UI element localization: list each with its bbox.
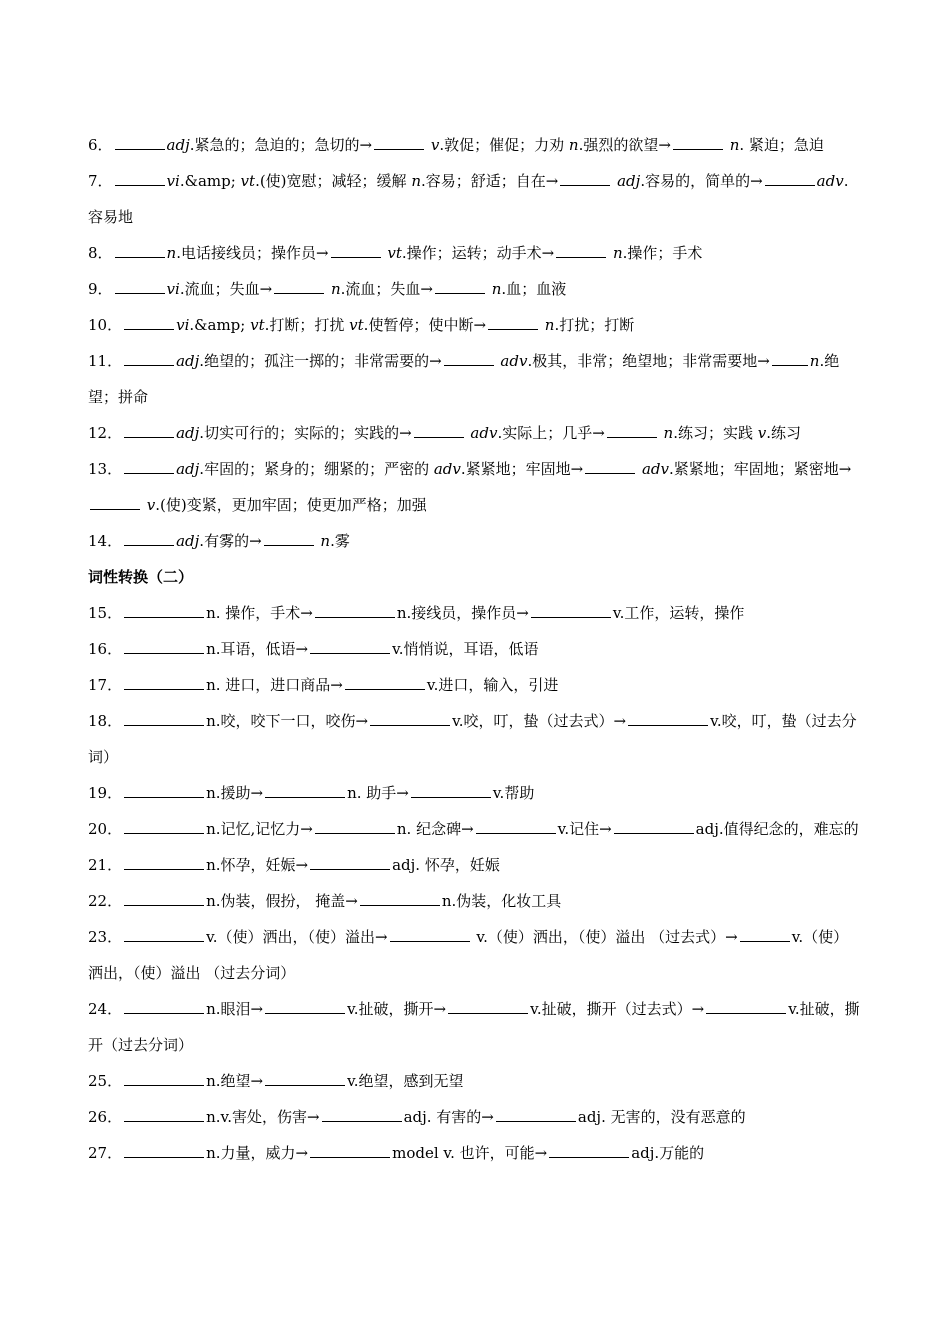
item-text: .	[501, 280, 507, 298]
item-text: v.扯破，撕开→	[347, 1000, 447, 1018]
answer-blank[interactable]	[360, 891, 440, 906]
answer-blank[interactable]	[124, 711, 204, 726]
answer-blank[interactable]	[607, 423, 657, 438]
exercise-item	[88, 127, 863, 163]
exercise-item	[88, 811, 863, 847]
item-text: .	[420, 172, 426, 190]
answer-blank[interactable]	[115, 135, 165, 150]
part-two-list	[88, 595, 863, 1171]
item-text: n	[568, 136, 579, 154]
item-number: 10．	[88, 316, 123, 334]
item-text: n	[608, 244, 623, 262]
item-text: .	[176, 244, 181, 262]
item-number: 17．	[88, 676, 123, 694]
answer-blank[interactable]	[124, 819, 204, 834]
exercise-item	[88, 1063, 863, 1099]
item-text: 强烈的欲望→	[583, 136, 671, 154]
item-text: vt	[349, 316, 364, 334]
exercise-item	[88, 847, 863, 883]
item-text: 电话接线员；操作员→	[181, 244, 329, 262]
item-text: .	[819, 352, 825, 370]
answer-blank[interactable]	[549, 1143, 629, 1158]
answer-blank[interactable]	[265, 1071, 345, 1086]
answer-blank[interactable]	[411, 783, 491, 798]
answer-blank[interactable]	[448, 999, 528, 1014]
answer-blank[interactable]	[628, 711, 708, 726]
item-number: 24．	[88, 1000, 123, 1018]
item-text: model v. 也许，可能→	[392, 1144, 548, 1162]
answer-blank[interactable]	[124, 1143, 204, 1158]
item-text: .实际上；几乎→	[497, 424, 605, 442]
item-number: 15．	[88, 604, 123, 622]
item-text: .紧急的；急迫的；急切的→	[189, 136, 373, 154]
answer-blank[interactable]	[124, 603, 204, 618]
item-text: n. 助手→	[347, 784, 409, 802]
item-text: n. 操作，手术→	[206, 604, 313, 622]
item-text: n	[166, 244, 177, 262]
item-text: 练习	[771, 424, 802, 442]
item-text: adj. 无害的，没有恶意的	[577, 1108, 746, 1126]
item-number: 14．	[88, 532, 123, 550]
item-number: 18．	[88, 712, 123, 730]
exercise-content	[88, 127, 863, 1171]
exercise-item	[88, 163, 863, 235]
answer-blank[interactable]	[476, 819, 556, 834]
exercise-item	[88, 1135, 863, 1171]
item-text: .牢固的；紧身的；绷紧的；严密的	[199, 460, 434, 478]
item-text: adj	[612, 172, 641, 190]
exercise-item	[88, 523, 863, 559]
answer-blank[interactable]	[90, 495, 140, 510]
item-text: adj	[176, 460, 200, 478]
exercise-item	[88, 883, 863, 919]
exercise-item	[88, 595, 863, 631]
item-text: n.伪装，假扮， 掩盖→	[206, 892, 358, 910]
answer-blank[interactable]	[124, 531, 174, 546]
item-text: adj.值得纪念的，难忘的	[695, 820, 859, 838]
exercise-item	[88, 307, 863, 343]
answer-blank[interactable]	[115, 279, 165, 294]
item-text: .&amp;	[179, 172, 241, 190]
answer-blank[interactable]	[531, 603, 611, 618]
item-text: n	[540, 316, 555, 334]
item-text: vt	[382, 244, 402, 262]
item-text: 绝望；拼命	[88, 352, 840, 406]
item-text: n. 纪念碑→	[396, 820, 474, 838]
item-text: adj. 怀孕，妊娠	[392, 856, 500, 874]
item-text: .绝望的；孤注一掷的；非常需要的→	[199, 352, 442, 370]
item-text: n.绝望→	[206, 1072, 264, 1090]
item-text: v.悄悄说，耳语，低语	[392, 640, 539, 658]
answer-blank[interactable]	[124, 423, 174, 438]
answer-blank[interactable]	[435, 279, 485, 294]
answer-blank[interactable]	[370, 711, 450, 726]
item-text: v.绝望，感到无望	[347, 1072, 464, 1090]
item-text: 敦促；催促；力劝	[444, 136, 569, 154]
item-number: 22．	[88, 892, 123, 910]
item-text: 雾	[334, 532, 350, 550]
item-text: v.咬，叮，蛰（过去分词）	[88, 712, 857, 766]
item-text: vi	[166, 280, 180, 298]
answer-blank[interactable]	[124, 783, 204, 798]
answer-blank[interactable]	[124, 459, 174, 474]
item-number: 16．	[88, 640, 123, 658]
item-text: .容易地	[88, 172, 849, 226]
answer-blank[interactable]	[310, 855, 390, 870]
exercise-item	[88, 703, 863, 775]
item-text: n.记忆,记忆力→	[206, 820, 313, 838]
item-text: .	[673, 424, 678, 442]
answer-blank[interactable]	[315, 603, 395, 618]
item-text: .有雾的→	[199, 532, 262, 550]
item-number: 25．	[88, 1072, 123, 1090]
exercise-item	[88, 271, 863, 307]
item-text: v.帮助	[492, 784, 535, 802]
item-text: n.耳语，低语→	[206, 640, 309, 658]
item-text: adj	[166, 136, 190, 154]
item-text: n	[809, 352, 820, 370]
item-text: 容易；舒适；自在→	[425, 172, 559, 190]
answer-blank[interactable]	[124, 1071, 204, 1086]
item-text: .使暂停；使中断→	[363, 316, 487, 334]
item-number: 19．	[88, 784, 123, 802]
item-text: v	[757, 424, 767, 442]
answer-blank[interactable]	[345, 675, 425, 690]
item-text: n.咬，咬下一口，咬伤→	[206, 712, 369, 730]
item-text: adj.万能的	[631, 1144, 705, 1162]
item-text: v.（使）洒出，（使）溢出→	[206, 928, 388, 946]
item-text: n	[486, 280, 502, 298]
item-text: adv	[495, 352, 528, 370]
item-number: 12．	[88, 424, 123, 442]
item-text: .容易的，简单的→	[640, 172, 763, 190]
item-number: 26．	[88, 1108, 123, 1126]
item-text: .	[766, 424, 772, 442]
item-text: adv	[465, 424, 498, 442]
item-number: 6．	[88, 136, 113, 154]
answer-blank[interactable]	[556, 243, 606, 258]
exercise-item	[88, 1099, 863, 1135]
item-text: 打扰；打断	[559, 316, 635, 334]
item-number: 7．	[88, 172, 113, 190]
item-text: v.（使）洒出，（使）溢出 （过去式）→	[471, 928, 738, 946]
answer-blank[interactable]	[488, 315, 538, 330]
answer-blank[interactable]	[310, 1143, 390, 1158]
answer-blank[interactable]	[124, 639, 204, 654]
item-text: .	[340, 280, 346, 298]
exercise-item	[88, 235, 863, 271]
item-number: 20．	[88, 820, 123, 838]
answer-blank[interactable]	[765, 171, 815, 186]
item-text: 练习；实践	[678, 424, 758, 442]
answer-blank[interactable]	[740, 927, 790, 942]
answer-blank[interactable]	[614, 819, 694, 834]
answer-blank[interactable]	[560, 171, 610, 186]
part-one-list	[88, 127, 863, 559]
item-text: v.工作，运转，操作	[612, 604, 745, 622]
answer-blank[interactable]	[115, 243, 165, 258]
item-text: .	[622, 244, 628, 262]
item-text: adv	[816, 172, 844, 190]
answer-blank[interactable]	[124, 1107, 204, 1122]
item-text: adv	[433, 460, 461, 478]
item-text: v.扯破，撕开（过去分词）	[88, 1000, 860, 1054]
answer-blank[interactable]	[772, 351, 808, 366]
item-text: .打断；打扰	[264, 316, 350, 334]
item-text: adj	[176, 532, 200, 550]
answer-blank[interactable]	[115, 171, 165, 186]
answer-blank[interactable]	[706, 999, 786, 1014]
item-number: 27．	[88, 1144, 123, 1162]
item-text: n	[315, 532, 331, 550]
answer-blank[interactable]	[390, 927, 470, 942]
answer-blank[interactable]	[124, 315, 174, 330]
exercise-item	[88, 343, 863, 415]
item-text: n.力量，威力→	[206, 1144, 309, 1162]
answer-blank[interactable]	[124, 891, 204, 906]
item-text: .&amp;	[189, 316, 251, 334]
item-text: .	[554, 316, 560, 334]
item-text: v	[426, 136, 440, 154]
answer-blank[interactable]	[124, 855, 204, 870]
item-text: n.眼泪→	[206, 1000, 264, 1018]
item-text: adj	[176, 424, 200, 442]
item-number: 8．	[88, 244, 113, 262]
item-text: v.记住→	[557, 820, 612, 838]
item-number: 13．	[88, 460, 123, 478]
item-text: vt	[240, 172, 256, 190]
item-text: v.进口，输入，引进	[426, 676, 559, 694]
answer-blank[interactable]	[124, 999, 204, 1014]
item-number: 21．	[88, 856, 123, 874]
item-text: vt	[250, 316, 265, 334]
item-text: 操作；手术	[627, 244, 703, 262]
item-text: n. 进口，进口商品→	[206, 676, 343, 694]
answer-blank[interactable]	[124, 351, 174, 366]
item-text: .流血；失血→	[179, 280, 273, 298]
item-text: n.接线员，操作员→	[396, 604, 529, 622]
item-text: 血；血液	[506, 280, 567, 298]
answer-blank[interactable]	[496, 1107, 576, 1122]
item-text: adj. 有害的→	[403, 1108, 494, 1126]
item-text: v.扯破，撕开（过去式）→	[530, 1000, 705, 1018]
exercise-item	[88, 451, 863, 523]
item-text: .	[439, 136, 445, 154]
answer-blank[interactable]	[265, 999, 345, 1014]
answer-blank[interactable]	[124, 675, 204, 690]
item-number: 9．	[88, 280, 113, 298]
answer-blank[interactable]	[274, 279, 324, 294]
item-number: 23．	[88, 928, 123, 946]
answer-blank[interactable]	[414, 423, 464, 438]
item-text: n.怀孕，妊娠→	[206, 856, 309, 874]
item-text: .切实可行的；实际的；实践的→	[199, 424, 412, 442]
item-text: n	[411, 172, 421, 190]
item-text: n.伪装，化妆工具	[441, 892, 562, 910]
answer-blank[interactable]	[124, 927, 204, 942]
answer-blank[interactable]	[322, 1107, 402, 1122]
item-text: .	[330, 532, 335, 550]
item-text: n.援助→	[206, 784, 264, 802]
answer-blank[interactable]	[331, 243, 381, 258]
item-text: (使)变紧，更加牢固；使更加严格；加强	[160, 496, 427, 514]
exercise-item	[88, 667, 863, 703]
item-text: v	[142, 496, 156, 514]
answer-blank[interactable]	[673, 135, 723, 150]
item-text: 流血；失血→	[345, 280, 433, 298]
item-text: .	[578, 136, 584, 154]
item-text: n.v.害处，伤害→	[206, 1108, 320, 1126]
answer-blank[interactable]	[315, 819, 395, 834]
item-text: adv	[637, 460, 670, 478]
item-text: . 紧迫；急迫	[739, 136, 824, 154]
item-text: .紧紧地；牢固地；紧密地→	[669, 460, 852, 478]
item-text: .紧紧地；牢固地→	[460, 460, 584, 478]
answer-blank[interactable]	[585, 459, 635, 474]
item-text: v.咬，叮，蛰（过去式）→	[452, 712, 627, 730]
item-text: vi	[176, 316, 190, 334]
item-text: v.（使）洒出，（使）溢出 （过去分词）	[88, 928, 849, 982]
answer-blank[interactable]	[264, 531, 314, 546]
item-text: .	[155, 496, 161, 514]
answer-blank[interactable]	[444, 351, 494, 366]
exercise-item	[88, 631, 863, 667]
item-text: adj	[176, 352, 200, 370]
item-text: .极其，非常；绝望地；非常需要地→	[527, 352, 770, 370]
exercise-item	[88, 991, 863, 1063]
item-text: n	[724, 136, 740, 154]
item-text: n	[326, 280, 341, 298]
exercise-item	[88, 919, 863, 991]
item-number: 11．	[88, 352, 123, 370]
item-text: .(使)宽慰；减轻；缓解	[255, 172, 412, 190]
answer-blank[interactable]	[265, 783, 345, 798]
item-text: vi	[166, 172, 180, 190]
item-text: n	[658, 424, 674, 442]
item-text: .操作；运转；动手术→	[401, 244, 555, 262]
section-title: 词性转换（二）	[88, 568, 194, 586]
answer-blank[interactable]	[374, 135, 424, 150]
exercise-item	[88, 775, 863, 811]
exercise-item	[88, 415, 863, 451]
answer-blank[interactable]	[310, 639, 390, 654]
